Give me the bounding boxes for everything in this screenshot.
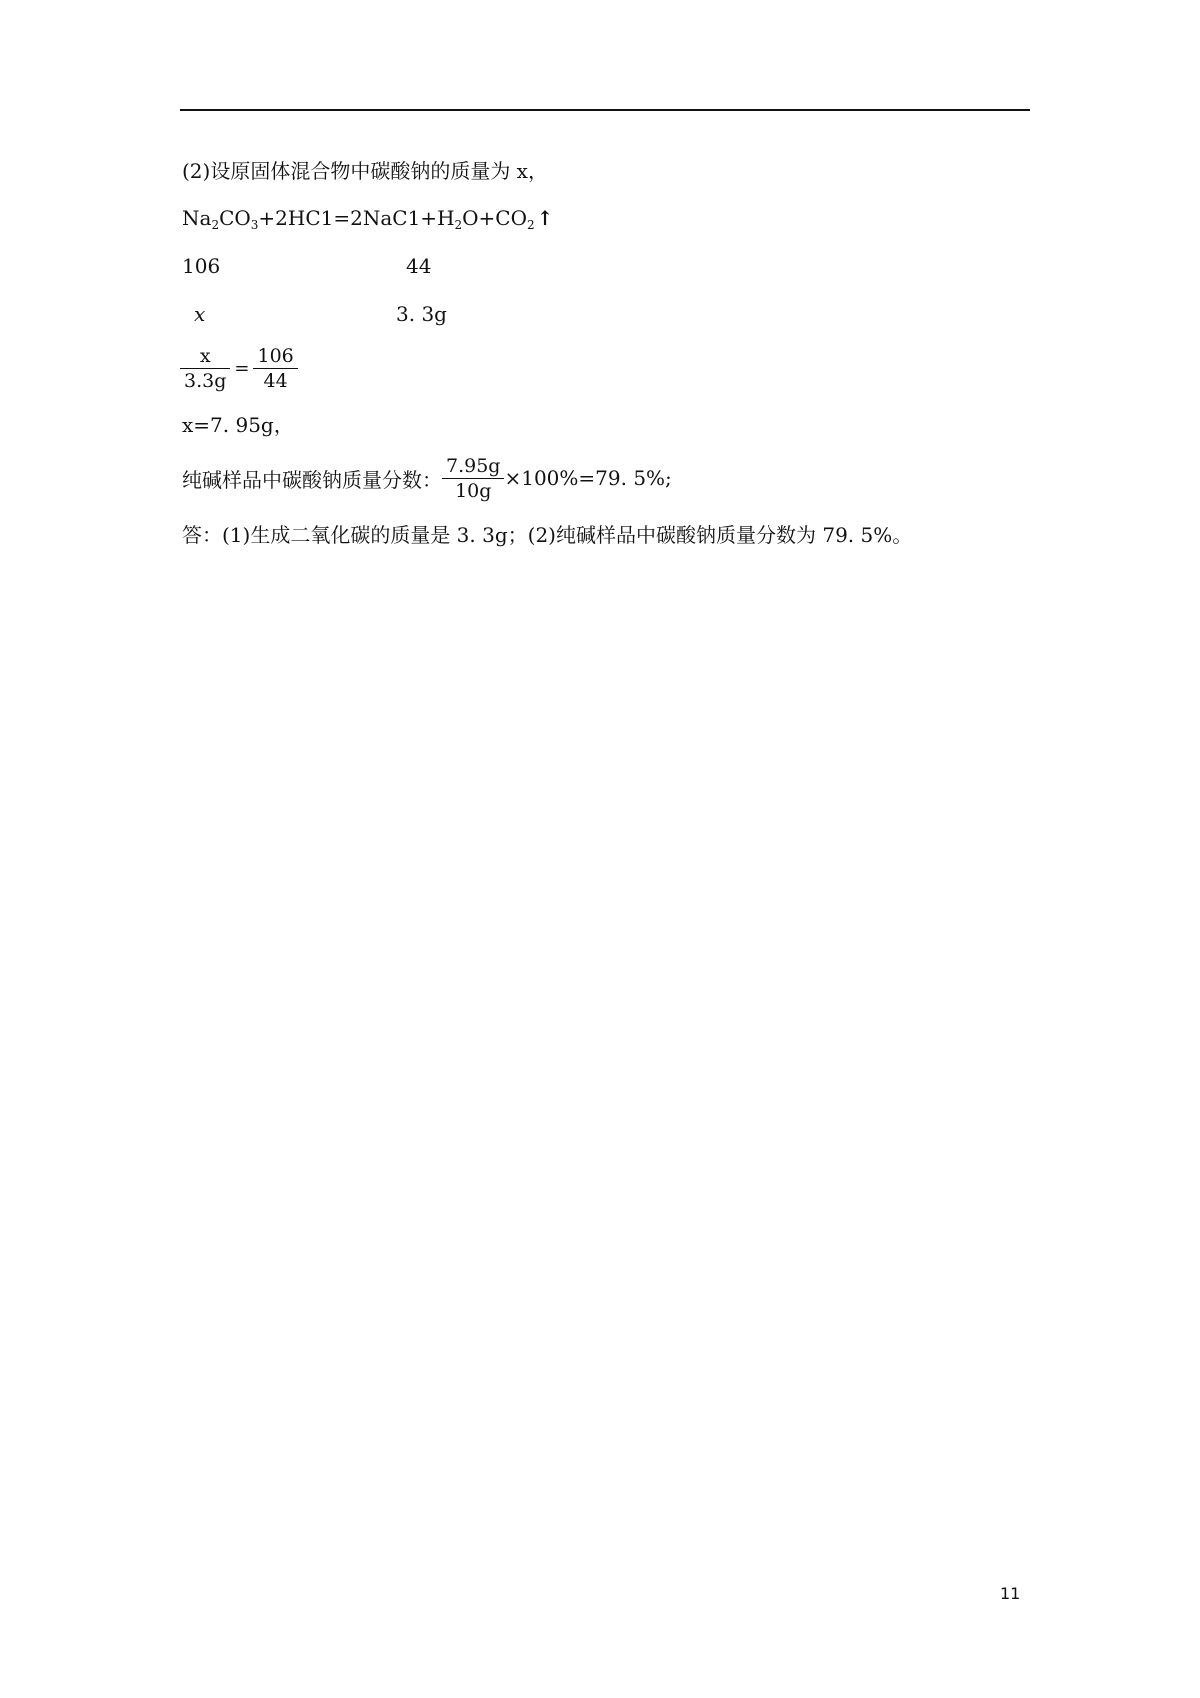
eq-na-sub: 2: [211, 218, 220, 232]
percentage-line: [182, 448, 672, 508]
header-rule: [180, 109, 1030, 111]
percentage-denominator: 10g: [455, 479, 492, 502]
ratio-left-bottom: x: [194, 302, 206, 326]
eq-h-sub: 2: [454, 218, 463, 232]
left-denominator: 3.3g: [184, 369, 227, 392]
proportion-equation: [180, 336, 298, 400]
eq-co2-sub: 2: [527, 218, 535, 232]
left-numerator: x: [180, 344, 230, 369]
left-fraction: [180, 344, 230, 393]
eq-co-sub: 3: [250, 218, 259, 232]
up-arrow-icon: ↑: [536, 206, 554, 230]
ratio-right-bottom: 3. 3g: [396, 302, 447, 326]
result-x-line: x=7. 95g，: [182, 413, 294, 437]
answer-line: 答：(1)生成二氧化碳的质量是 3. 3g；(2)纯碱样品中碳酸钠质量分数为 79. 5%。: [182, 523, 913, 547]
right-denominator: 44: [263, 369, 288, 392]
percentage-suffix: ×100%=79. 5%;: [504, 466, 672, 490]
percentage-fraction: [442, 454, 504, 503]
percentage-prefix: 纯碱样品中碳酸钠质量分数：: [182, 467, 442, 492]
percentage-numerator: 7.95g: [442, 454, 504, 479]
right-numerator: 106: [253, 344, 297, 369]
eq-mid: +2HC1=2NaC1+H: [258, 206, 455, 230]
chemical-equation: [182, 205, 553, 231]
ratio-left-top: 106: [182, 254, 221, 278]
equals-sign: =: [234, 357, 250, 379]
setup-line: (2)设原固体混合物中碳酸钠的质量为 x，: [182, 159, 548, 183]
eq-na: Na: [182, 206, 212, 230]
ratio-right-top: 44: [406, 254, 432, 278]
page-number: 11: [1000, 1584, 1021, 1603]
eq-co: CO: [219, 206, 251, 230]
eq-o: O+CO: [462, 206, 528, 230]
right-fraction: [253, 344, 297, 393]
